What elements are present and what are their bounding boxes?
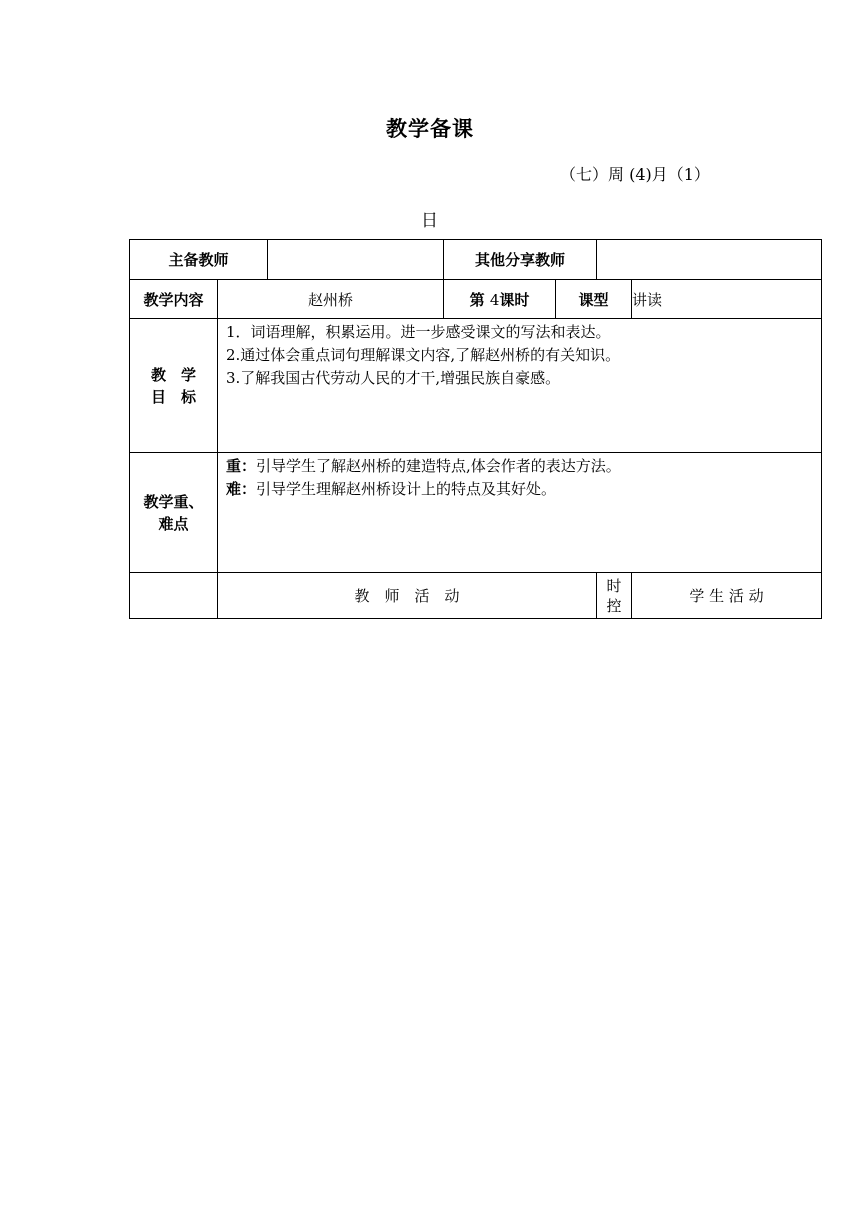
- content-label: 教学内容: [130, 280, 218, 319]
- keypoints-label-line1: 教学重、: [143, 492, 204, 511]
- lesson-number: 4: [489, 290, 500, 309]
- lesson-count-cell: [444, 280, 556, 319]
- date-line: （七）周 (4)月（1）: [560, 165, 710, 184]
- goals-content: [218, 319, 822, 453]
- key-point-text: 引导学生了解赵州桥的建造特点,体会作者的表达方法。: [256, 457, 621, 475]
- difficult-point: [226, 478, 815, 501]
- lead-teacher-value: [268, 240, 444, 280]
- document-title: 教学备课: [386, 117, 474, 141]
- goal-item: 1．词语理解，积累运用。进一步感受课文的写法和表达。: [226, 323, 611, 341]
- difficult-point-text: 引导学生理解赵州桥设计上的特点及其好处。: [256, 480, 557, 498]
- lesson-type-label: 课型: [556, 280, 632, 319]
- date-day: 日: [421, 211, 438, 231]
- goals-row: [130, 319, 822, 453]
- time-control-line2: 控: [606, 596, 622, 615]
- difficult-point-label: 难：: [226, 480, 257, 498]
- teacher-row: [130, 240, 822, 280]
- lead-teacher-label: 主备教师: [130, 240, 268, 280]
- content-value: 赵州桥: [218, 280, 444, 319]
- content-row: [130, 280, 822, 319]
- student-activity-header: 学 生 活 动: [632, 573, 822, 619]
- goals-label-line1: 教 学: [150, 365, 196, 384]
- activity-blank-cell: [130, 573, 218, 619]
- keypoints-label: [130, 453, 218, 573]
- goal-item: 3.了解我国古代劳动人民的才干,增强民族自豪感。: [226, 369, 561, 387]
- keypoints-content: [218, 453, 822, 573]
- key-point-label: 重：: [226, 457, 257, 475]
- activity-header-row: [130, 573, 822, 619]
- goals-label: [130, 319, 218, 453]
- time-control-line1: 时: [606, 576, 622, 595]
- lesson-type-value: 讲读: [632, 280, 822, 319]
- lesson-prefix: 第: [469, 290, 490, 309]
- lesson-plan-table: [129, 239, 822, 619]
- time-control-header: [597, 573, 632, 619]
- teacher-activity-header: 教 师 活 动: [218, 573, 597, 619]
- keypoints-label-line2: 难点: [158, 514, 189, 533]
- goals-label-line2: 目 标: [150, 387, 196, 406]
- goal-item: 2.通过体会重点词句理解课文内容,了解赵州桥的有关知识。: [226, 346, 621, 364]
- key-point: [226, 455, 815, 478]
- keypoints-row: [130, 453, 822, 573]
- other-teachers-label: 其他分享教师: [444, 240, 597, 280]
- other-teachers-value: [597, 240, 822, 280]
- lesson-suffix: 课时: [499, 290, 530, 309]
